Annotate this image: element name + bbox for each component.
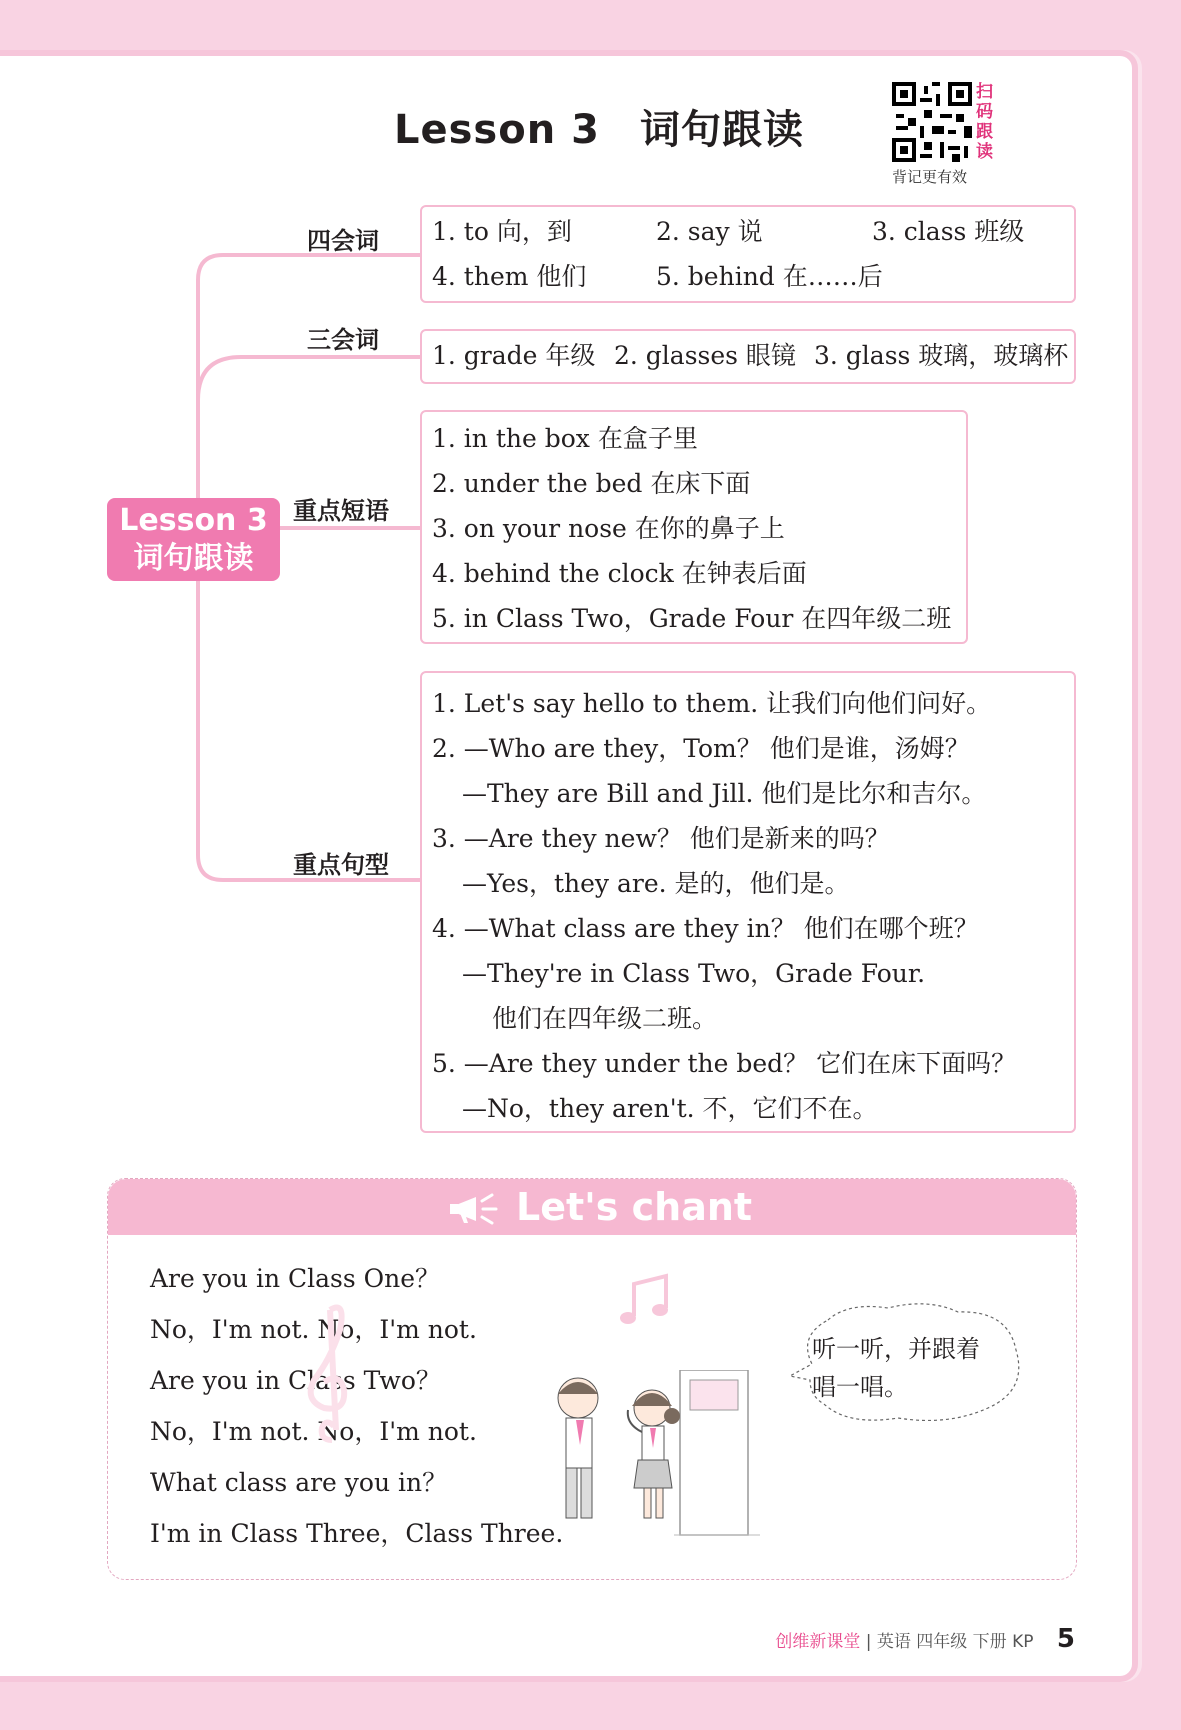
children-illustration [540,1370,760,1540]
megaphone-icon [448,1191,508,1227]
box-four-skill-words [420,205,1076,303]
word-item: 3. glass 玻璃，玻璃杯 [814,341,1069,370]
sentence-line: 4. —What class are they in？ 他们在哪个班？ [432,914,979,943]
sentence-line: —No，they aren't. 不，它们不在。 [462,1094,878,1123]
bubble-line: 听一听，并跟着 [812,1335,980,1363]
phrase-item: 3. on your nose 在你的鼻子上 [432,514,785,543]
word-item: 5. behind 在……后 [656,262,883,291]
box-key-sentences [420,671,1076,1133]
sentence-line: 3. —Are they new？ 他们是新来的吗？ [432,824,890,853]
chant-line: What class are you in？ [150,1468,448,1497]
qr-label-char: 扫 [976,82,993,102]
sentence-line: 5. —Are they under the bed？ 它们在床下面吗？ [432,1049,1017,1078]
qr-label-char: 码 [976,102,993,122]
qr-label-char: 跟 [976,122,993,142]
chant-line: Are you in Class One？ [150,1264,441,1293]
sentence-line: 他们在四年级二班。 [492,1004,718,1033]
page-number: 5 [1056,1624,1075,1654]
phrase-item: 1. in the box 在盒子里 [432,424,698,453]
center-node-line1: Lesson 3 [119,503,268,538]
chant-line: No，I'm not. No，I'm not. [150,1315,477,1344]
phrase-item: 5. in Class Two，Grade Four 在四年级二班 [432,604,952,633]
title-cn: 词句跟读 [639,107,804,153]
page-footer [775,1624,1075,1654]
word-item: 4. them 他们 [432,262,587,291]
label-key-phrases: 重点短语 [293,497,389,525]
bubble-line: 唱一唱。 [812,1373,908,1401]
word-item: 3. class 班级 [872,217,1025,246]
footer-divider: | [865,1632,872,1652]
title-lesson: Lesson 3 [394,107,600,153]
sentence-line: —Yes，they are. 是的，他们是。 [462,869,850,898]
footer-info: 英语 四年级 下册 KP [876,1632,1034,1652]
music-note-icon [616,1270,676,1330]
sentence-line: 1. Let's say hello to them. 让我们向他们问好。 [432,689,992,718]
label-key-sentences: 重点句型 [293,851,389,879]
chant-line: I'm in Class Three，Class Three. [150,1519,564,1548]
box-key-phrases [420,410,968,644]
word-item: 1. to 向，到 [432,217,572,246]
phrase-item: 2. under the bed 在床下面 [432,469,751,498]
qr-label-char: 读 [976,142,993,162]
label-four-skill-words: 四会词 [307,227,379,255]
sentence-line: 2. —Who are they，Tom？ 他们是谁，汤姆？ [432,734,970,763]
word-item: 2. glasses 眼镜 [614,341,796,370]
chant-header [108,1179,1076,1235]
box-three-skill-words [420,329,1076,384]
qr-caption: 背记更有效 [892,168,968,186]
sentence-line: —They are Bill and Jill. 他们是比尔和吉尔。 [462,779,987,808]
footer-brand: 创维新课堂 [775,1632,861,1652]
treble-clef-icon [300,1290,360,1450]
sentence-line: —They're in Class Two，Grade Four. [462,959,926,988]
speech-bubble-text [812,1330,1012,1406]
mindmap-center-node [107,498,280,581]
word-item: 1. grade 年级 [432,341,596,370]
chant-title: Let's chant [516,1185,753,1229]
chant-line: No，I'm not. No，I'm not. [150,1417,477,1446]
phrase-item: 4. behind the clock 在钟表后面 [432,559,807,588]
chant-line: Are you in Class Two？ [150,1366,441,1395]
word-item: 2. say 说 [656,217,763,246]
center-node-line2: 词句跟读 [133,541,254,576]
label-three-skill-words: 三会词 [307,326,379,354]
